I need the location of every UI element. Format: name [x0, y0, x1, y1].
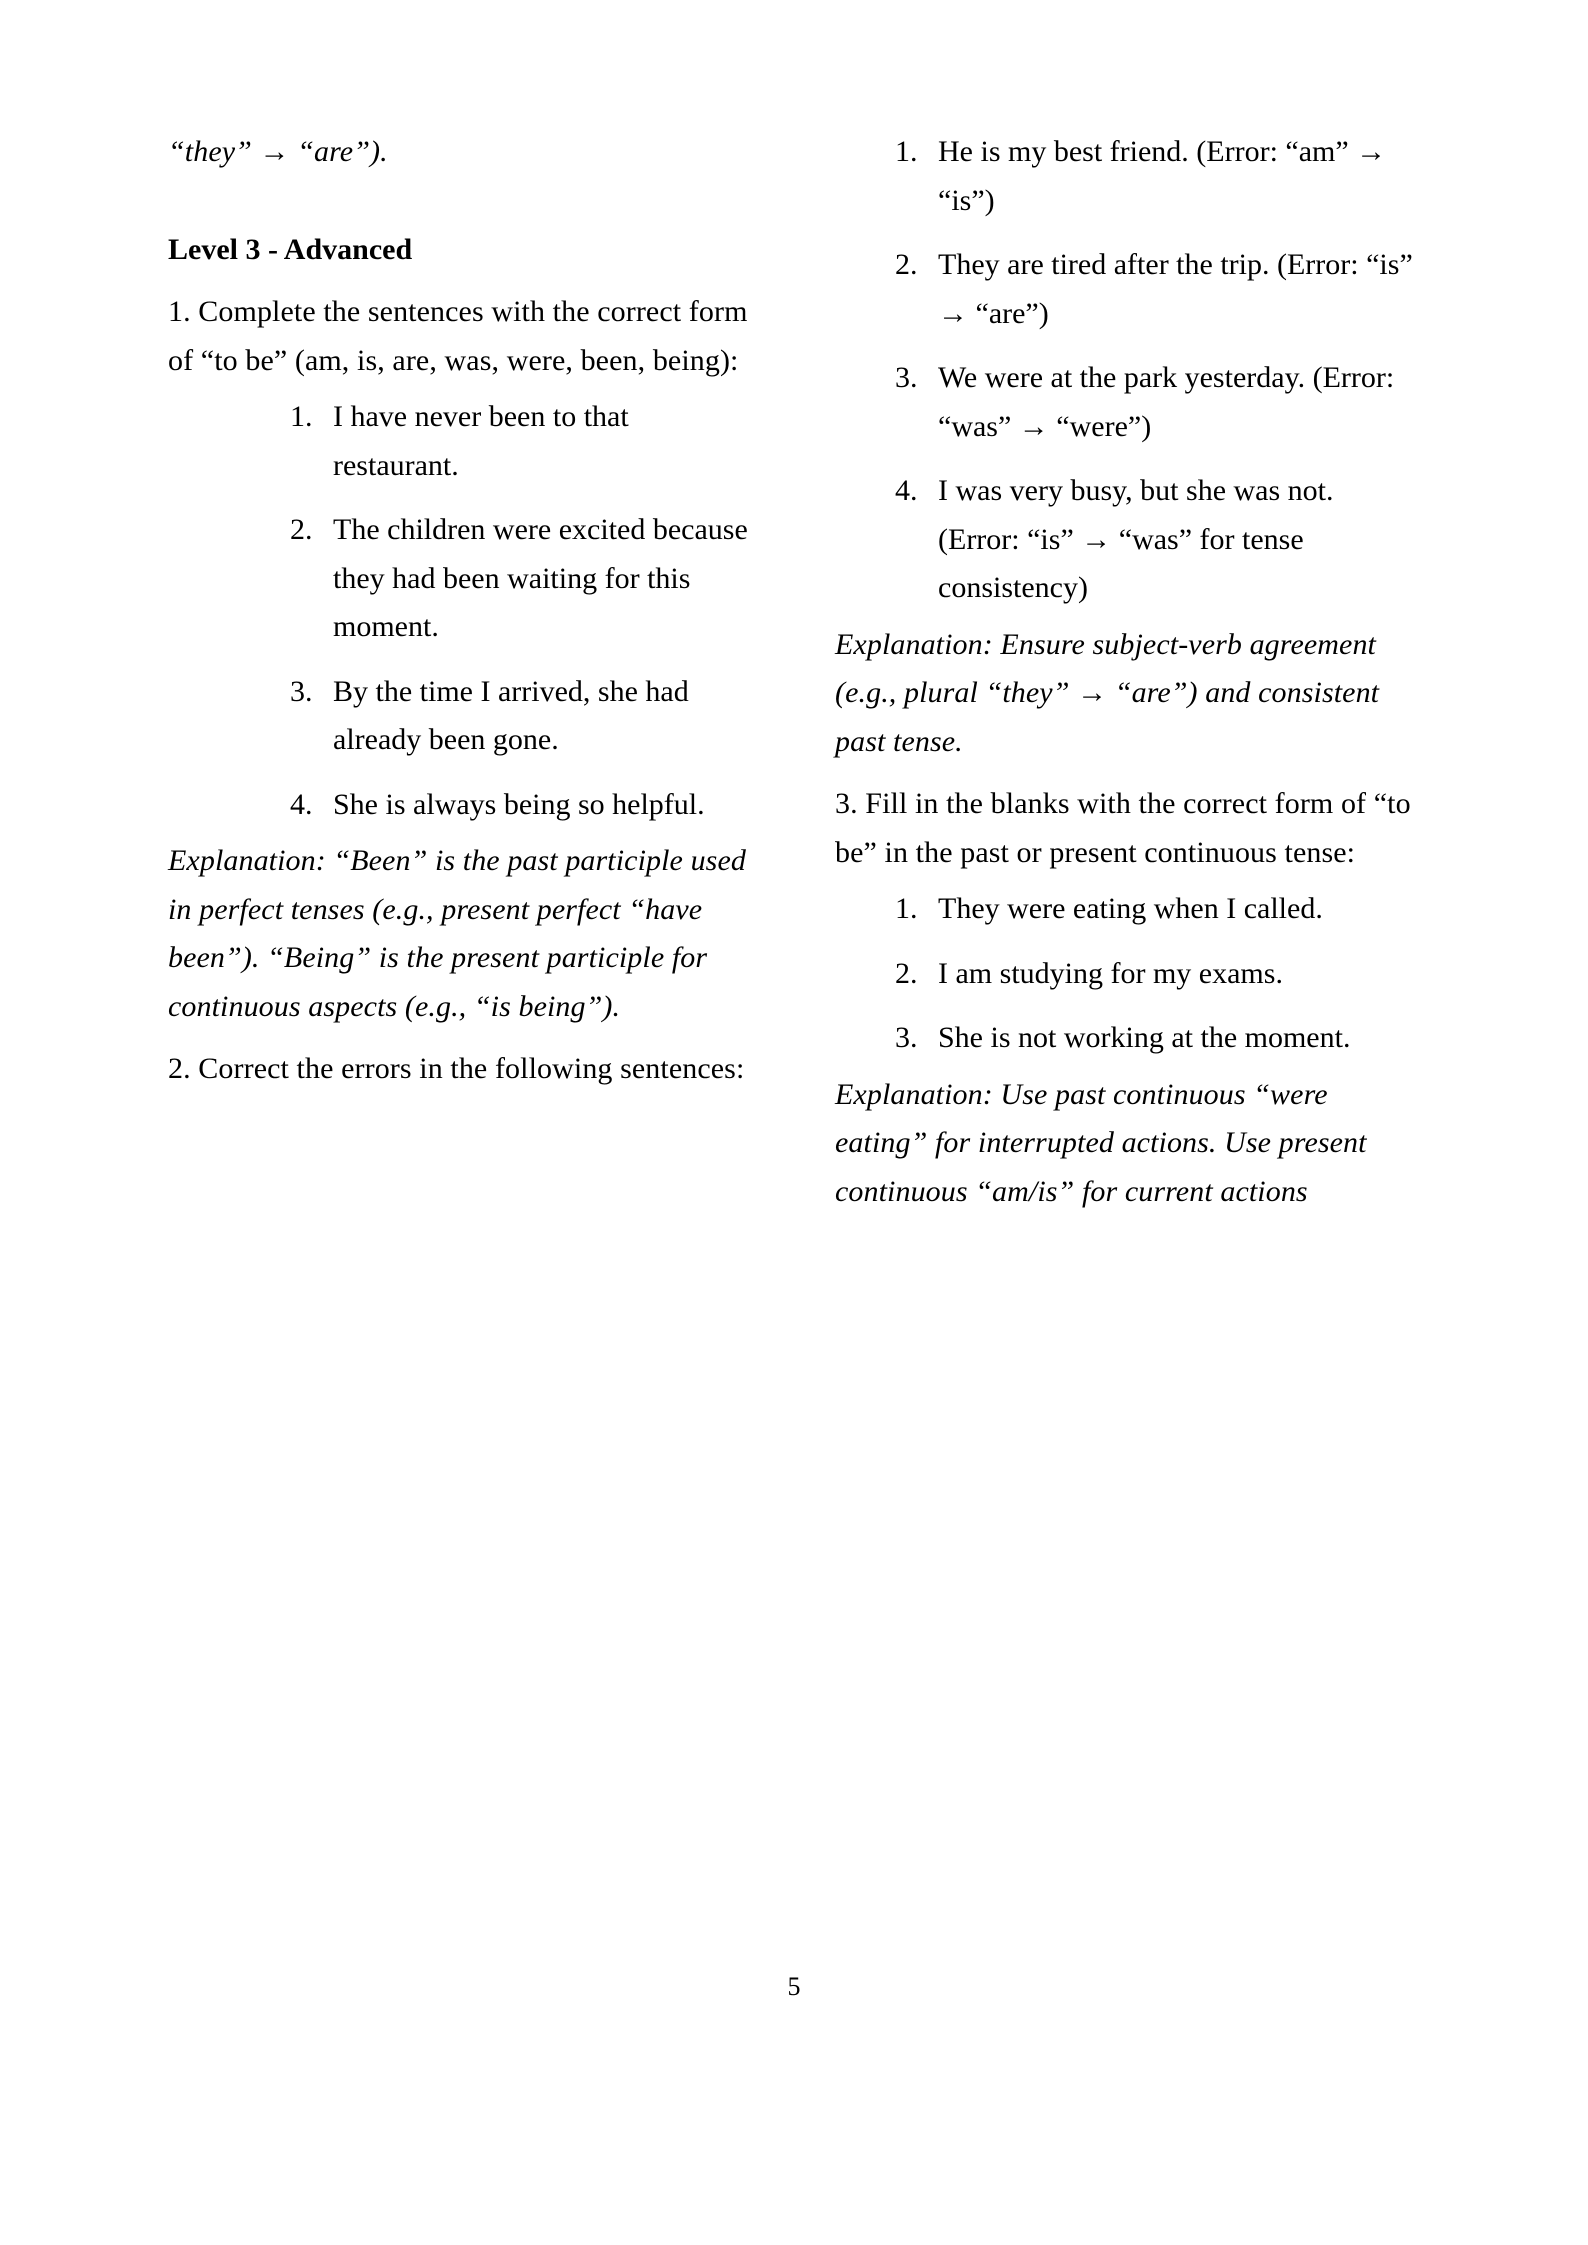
- list-item: [168, 506, 753, 652]
- spacer: [168, 829, 753, 837]
- list-item: [835, 885, 1420, 934]
- page-number: 5: [787, 1972, 801, 2001]
- list-marker: 1.: [290, 400, 313, 433]
- list-marker: 4.: [290, 787, 313, 821]
- list-item-text: By the time I arrived, she had already been gone.: [333, 674, 689, 756]
- spacer: [168, 385, 753, 393]
- list-item-text: She is not working at the moment.: [938, 1021, 1351, 1054]
- list-item: [168, 393, 753, 490]
- exercise-1-list: [168, 393, 753, 829]
- list-marker: 4.: [895, 474, 918, 507]
- spacer: [168, 177, 753, 226]
- exercise-3-explanation: Explanation: Use past continuous “were eating” for interrupted actions. Use present continuous “am/is” for current actions: [835, 1077, 1367, 1208]
- spacer: [835, 877, 1420, 885]
- continuation-line: “they” → “are”).: [168, 135, 388, 168]
- list-item-text: They were eating when I called.: [938, 892, 1323, 925]
- exercise-2-explanation: Explanation: Ensure subject-verb agreement (e.g., plural “they” → “are”) and consistent past tense.: [835, 627, 1380, 758]
- list-item: [168, 668, 753, 765]
- list-marker: 1.: [895, 892, 918, 925]
- list-item-text: They are tired after the trip. (Error: “is” → “are”): [938, 248, 1413, 330]
- list-marker: 3.: [895, 361, 918, 394]
- section-heading-level-3: Level 3 - Advanced: [168, 232, 413, 266]
- list-item: [168, 781, 753, 830]
- list-item-text: I am studying for my exams.: [938, 956, 1283, 990]
- list-item: [835, 128, 1420, 225]
- list-item-text: He is my best friend. (Error: “am” → “is”): [938, 135, 1387, 217]
- left-column: [168, 128, 753, 1094]
- list-marker: 2.: [290, 513, 313, 546]
- exercise-1-prompt: 1. Complete the sentences with the correct form of “to be” (am, is, are, was, were, been, being):: [168, 295, 748, 377]
- spacer: [835, 613, 1420, 621]
- list-item: [835, 1014, 1420, 1063]
- spacer: [835, 1063, 1420, 1071]
- list-item-text: The children were excited because they had been waiting for this moment.: [333, 513, 748, 643]
- list-item: [835, 354, 1420, 451]
- exercise-1-explanation: Explanation: “Been” is the past participle used in perfect tenses (e.g., present perfect “have been”). “Being” is the present participle for continuous aspects (e.g., “is being”).: [168, 844, 746, 1023]
- exercise-3-prompt: 3. Fill in the blanks with the correct form of “to be” in the past or present continuous tense:: [835, 787, 1411, 869]
- spacer: [835, 766, 1420, 780]
- list-item-text: I was very busy, but she was not. (Error: “is” → “was” for tense consistency): [938, 474, 1334, 604]
- list-item: [835, 950, 1420, 999]
- list-marker: 2.: [895, 248, 918, 281]
- spacer: [168, 1031, 753, 1045]
- list-item: [835, 467, 1420, 613]
- list-marker: 3.: [895, 1021, 918, 1054]
- two-column-body: [168, 128, 1420, 1216]
- exercise-2-prompt: 2. Correct the errors in the following sentences:: [168, 1052, 745, 1085]
- list-marker: 2.: [895, 956, 918, 990]
- list-marker: 3.: [290, 674, 313, 708]
- exercise-3-list: [835, 885, 1420, 1063]
- spacer: [168, 274, 753, 288]
- list-item-text: We were at the park yesterday. (Error: “was” → “were”): [938, 361, 1395, 443]
- list-item-text: I have never been to that restaurant.: [333, 400, 629, 482]
- exercise-2-list: [835, 128, 1420, 613]
- right-column: [835, 128, 1420, 1216]
- list-item: [835, 241, 1420, 338]
- list-marker: 1.: [895, 135, 918, 168]
- list-item-text: She is always being so helpful.: [333, 787, 705, 821]
